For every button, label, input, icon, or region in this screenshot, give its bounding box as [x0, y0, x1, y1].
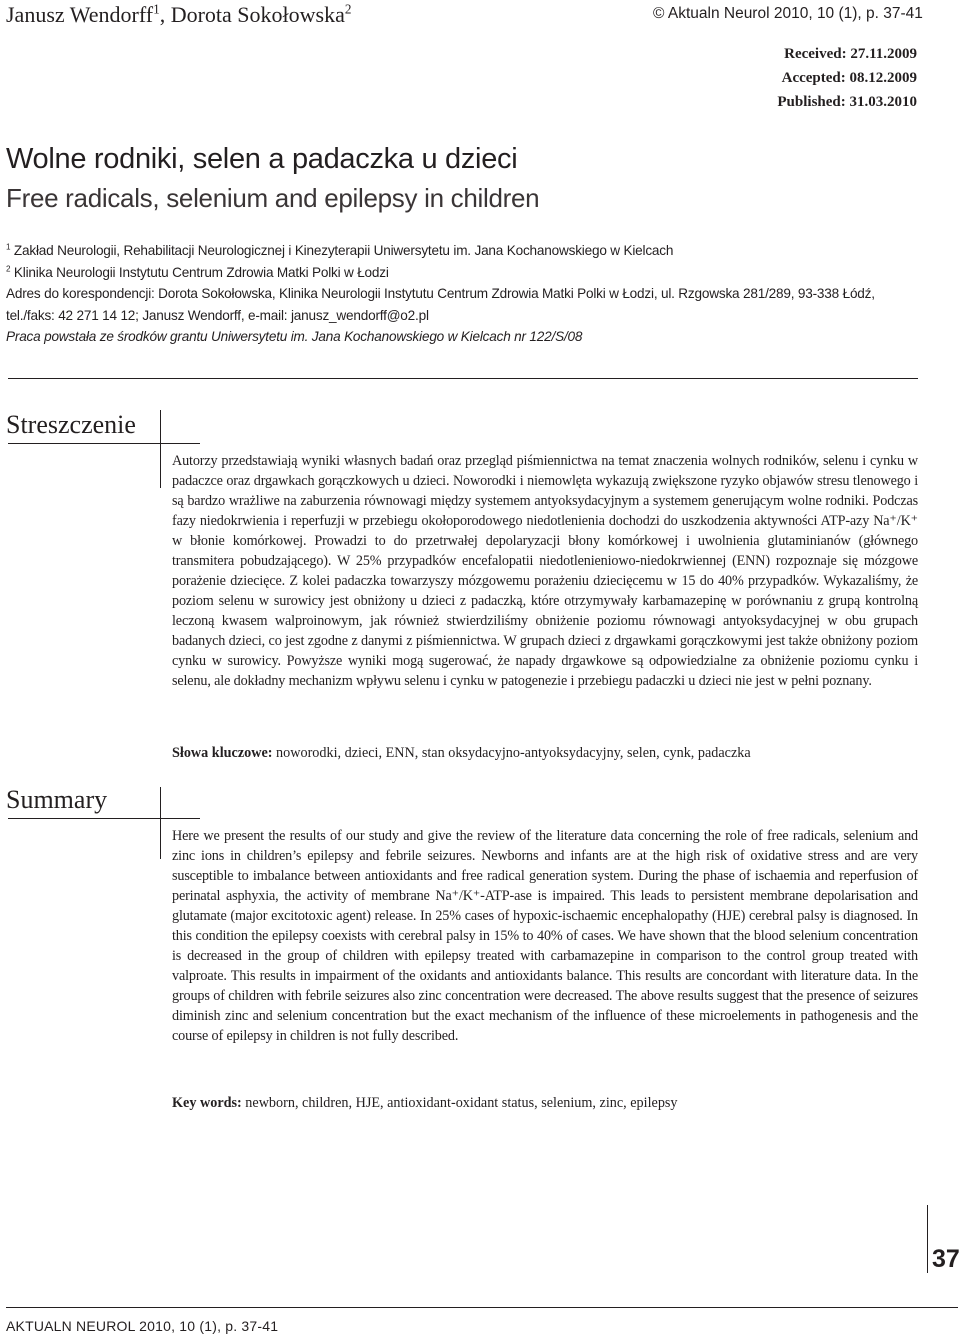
affiliation-marker: 1: [153, 1, 160, 17]
abstract-english: Here we present the results of our study and give the review of the literature data concerning the role of free radicals, selenium and zinc ions in children’s epilepsy and febrile seizures. Newborns and infants are at the high risk of oxidative stress and are very susceptible to imbalance between antioxidants and free radical generation system. During the phase of ischaemia and reperfusion of perinatal asphyxia, the activity of membrane Na⁺/K⁺-ATP-ase is impaired. This leads to persistent membrane depolarisation and glutamate (major excitotoxic agent) release. In 25% cases of hypoxic-ischaemic encephalopathy (HJE) cerebral palsy is diagnosed. In this condition the epilepsy coexists with cerebral palsy in 15% to 40% of cases. We have shown that the blood selenium concentration is decreased in the group of children with epilepsy treated with carbamazepine in comparison to the control group treated with valproate. This results in impairment of the oxidants and antioxidants balance. This results are concordant with literature data. In the groups of children with febrile seizures also zinc concentration were decreased. The above results suggest that the presence of seizures diminish zinc and selenium concentration but the exact mechanism of the influence of these microelements in pathogenesis and the course of epilepsy in children is not fully described.: [172, 828, 918, 1044]
affiliation-text: Zakład Neurologii, Rehabilitacji Neurologicznej i Kinezyterapii Uniwersytetu im. Jana Kochanowskiego w Kielcach: [13, 243, 674, 258]
keywords-polish: [172, 745, 751, 762]
abstract-polish: Autorzy przedstawiają wyniki własnych badań oraz przegląd piśmiennictwa na temat znaczenia wolnych rodników, selenu i cynku w padaczce oraz drgawkach gorączkowych u dzieci. Noworodki i niemowlęta wykazują zwiększone ryzyko objawów stresu tlenowego i są bardzo wrażliwe na zaburzenia równowagi między systemem antyoksydacyjnym a systemem generującym wolne rodniki. Podczas fazy niedokrwienia i reperfuzji w przebiegu okołoporodowego niedotlenienia dochodzi do uszkodzenia aktywności ATP-azy Na⁺/K⁺ w błonie komórkowej. Prowadzi to do przetrwałej depolaryzacji błony komórkowej i uwolnienia glutaminianów (głównego transmitera pobudzającego). W 25% przypadków encefalopatii niedotlenieniowo-niedokrwiennej (ENN) rozpoznaje się mózgowe porażenie dziecięce. Z kolei padaczka towarzyszy mózgowemu porażeniu dziecięcemu w 15 do 40% przypadków. Wykazaliśmy, że poziom selenu w surowicy jest obniżony u dzieci z padaczką, które otrzymywały karbamazepinę w porównaniu z grupą kontrolną leczoną kwasem walproinowym, jak również stwierdziliśmy obniżenie poziomu równowagi antyoksydacyjnej w obu grupach badanych dzieci, co jest zgodne z danymi z piśmiennictwa. W grupach dzieci z drgawkami gorączkowymi jest także obniżony poziom cynku w surowicy. Powyższe wyniki mogą sugerować, że napady drgawkowe są odpowiedzialne za obniżenie poziomu cynku i selenu, ale dokładny mechanizm wpływu selenu i cynku w patogenezie i przebiegu padaczki u dzieci nie jest w pełni poznany.: [172, 453, 918, 689]
published-date: Published: 31.03.2010: [777, 94, 917, 110]
keywords-list: noworodki, dzieci, ENN, stan oksydacyjno-antyoksydacyjny, selen, cynk, padaczka: [272, 745, 751, 761]
section-heading-summary: Summary: [6, 785, 108, 814]
running-footer: AKTUALN NEUROL 2010, 10 (1), p. 37-41: [6, 1318, 279, 1334]
section-heading-streszczenie: Streszczenie: [6, 410, 136, 439]
page-number: 37: [932, 1245, 960, 1273]
keywords-english: [172, 1095, 678, 1112]
author-name: Dorota Sokołowska: [170, 2, 345, 27]
affiliation-marker: 2: [344, 1, 352, 17]
accepted-date: Accepted: 08.12.2009: [781, 70, 917, 86]
funding-note: Praca powstała ze środków grantu Uniwersytetu im. Jana Kochanowskiego w Kielcach nr 122/S/08: [6, 329, 583, 344]
author-name: Janusz Wendorff: [6, 2, 154, 27]
section-divider-vertical: [160, 410, 161, 488]
correspondence-address: Adres do korespondencji: Dorota Sokołowska, Klinika Neurologii Instytutu Centrum Zdrowia Matki Polki w Łodzi, ul. Rzgowska 281/289, 93-338 Łódź, tel./faks: 42 271 14 12; Janusz Wendorff, e-mail: janusz_wendorff@o2.pl: [6, 286, 875, 323]
journal-citation: © Aktualn Neurol 2010, 10 (1), p. 37-41: [653, 5, 923, 22]
affiliation-text: Klinika Neurologii Instytutu Centrum Zdrowia Matki Polki w Łodzi: [13, 264, 389, 280]
section-divider-vertical: [160, 787, 161, 859]
affiliation-2: [6, 262, 926, 284]
author-separator: ,: [159, 2, 171, 27]
affiliations-block: [6, 240, 926, 348]
affiliation-marker: 1: [6, 242, 11, 252]
page-number-rule: [927, 1205, 928, 1273]
received-date: Received: 27.11.2009: [784, 46, 917, 62]
article-title-polish: Wolne rodniki, selen a padaczka u dzieci: [6, 143, 518, 175]
article-dates: [777, 42, 917, 114]
authors-line: [6, 2, 351, 28]
keywords-list: newborn, children, HJE, antioxidant-oxidant status, selenium, zinc, epilepsy: [241, 1095, 678, 1111]
header-divider: [8, 378, 918, 379]
keywords-label: Key words:: [172, 1095, 242, 1111]
section-divider: [8, 818, 200, 819]
keywords-label: Słowa kluczowe:: [172, 745, 273, 761]
article-title-english: Free radicals, selenium and epilepsy in children: [6, 183, 540, 213]
footer-divider: [6, 1307, 958, 1308]
section-divider: [8, 443, 200, 444]
affiliation-1: [6, 240, 926, 262]
affiliation-marker: 2: [6, 263, 11, 273]
